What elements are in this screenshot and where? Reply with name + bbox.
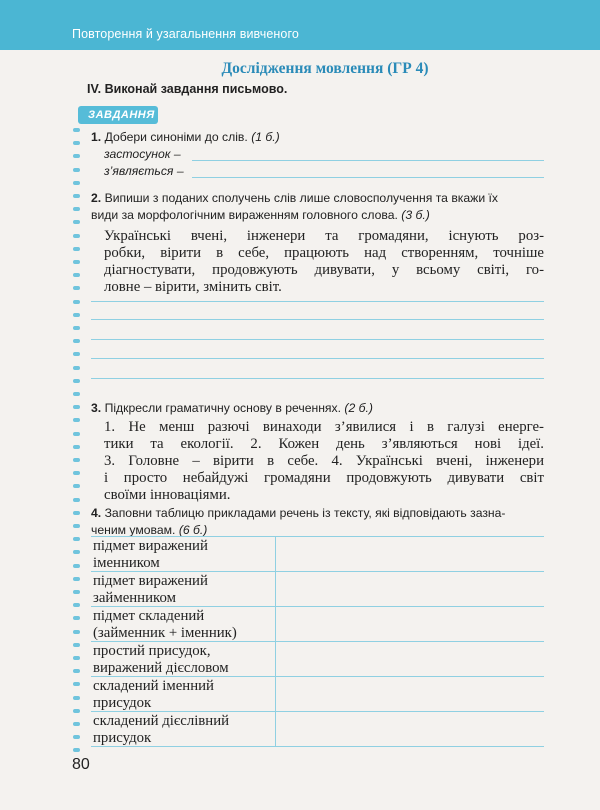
spiral-dot (73, 696, 80, 700)
spiral-dot (73, 247, 80, 251)
table-row (91, 607, 544, 642)
table-row (91, 642, 544, 677)
task2-text-line1: 2. Випиши з поданих сполучень слів лише словосполучення та вкажи їх (91, 191, 499, 205)
spiral-dot (73, 273, 80, 277)
table-row (91, 677, 544, 712)
passage-line: діагностувати, продовжують дивувати, у всьому світі, го- (104, 262, 544, 278)
chapter-header-bar (0, 0, 600, 50)
passage-line: своїми інноваціями. (104, 487, 231, 503)
task1-points: (1 б.) (251, 130, 280, 144)
task1-number: 1. (91, 130, 102, 144)
spiral-binding (73, 128, 81, 768)
spiral-dot (73, 260, 80, 264)
spiral-dot (73, 630, 80, 634)
spiral-dot (73, 498, 80, 502)
spiral-dot (73, 577, 80, 581)
spiral-dot (73, 194, 80, 198)
answer-cell[interactable] (275, 712, 544, 747)
answer-cell[interactable] (275, 677, 544, 712)
passage-line: ловне – вірити, змінить світ. (104, 279, 282, 295)
spiral-dot (73, 432, 80, 436)
chapter-title: Повторення й узагальнення вивченого (72, 27, 299, 41)
spiral-dot (73, 168, 80, 172)
answer-cell[interactable] (275, 642, 544, 677)
spiral-dot (73, 313, 80, 317)
task4-number: 4. (91, 506, 102, 520)
spiral-dot (73, 564, 80, 568)
passage-line: і просто небайдужі громадяни продовжують дивувати світ (104, 470, 544, 486)
task2-number: 2. (91, 191, 102, 205)
condition-cell: складений іменний присудок (91, 677, 275, 712)
spiral-dot (73, 339, 80, 343)
spiral-dot (73, 352, 80, 356)
spiral-dot (73, 550, 80, 554)
task1-word-1: застосунок – (104, 147, 181, 161)
answer-line[interactable] (91, 301, 544, 302)
answer-line[interactable] (91, 339, 544, 340)
task4-text-line1: 4. Заповни таблицю прикладами речень із тексту, які відповідають зазна- (91, 506, 506, 520)
passage-line: Українські вчені, інженери та громадяни, існують роз- (104, 228, 544, 244)
task2-points: (3 б.) (401, 208, 430, 222)
spiral-dot (73, 524, 80, 528)
task2-passage (104, 228, 544, 296)
spiral-dot (73, 590, 80, 594)
spiral-dot (73, 220, 80, 224)
condition-cell: складений дієслівний присудок (91, 712, 275, 747)
spiral-dot (73, 181, 80, 185)
task1-prompt (91, 129, 280, 146)
condition-cell: підмет виражений займенником (91, 572, 275, 607)
spiral-dot (73, 511, 80, 515)
spiral-dot (73, 234, 80, 238)
spiral-dot (73, 748, 80, 752)
task-badge: ЗАВДАННЯ (78, 106, 158, 124)
spiral-dot (73, 484, 80, 488)
spiral-dot (73, 154, 80, 158)
task3-text: Підкресли граматичну основу в реченнях. (104, 401, 342, 415)
section-subtitle: IV. Виконай завдання письмово. (87, 82, 288, 96)
spiral-dot (73, 207, 80, 211)
task3-points: (2 б.) (344, 401, 373, 415)
spiral-dot (73, 379, 80, 383)
task4-points: (6 б.) (178, 523, 208, 537)
answer-line[interactable] (91, 358, 544, 359)
task3-number: 3. (91, 401, 102, 415)
spiral-dot (73, 643, 80, 647)
spiral-dot (73, 471, 80, 475)
spiral-dot (73, 405, 80, 409)
spiral-dot (73, 141, 80, 145)
spiral-dot (73, 656, 80, 660)
spiral-dot (73, 669, 80, 673)
condition-cell: підмет складений (займенник + іменник) (91, 607, 275, 642)
spiral-dot (73, 445, 80, 449)
condition-cell: простий присудок, виражений дієсловом (91, 642, 275, 677)
answer-line[interactable] (91, 319, 544, 320)
conditions-table (91, 536, 544, 747)
spiral-dot (73, 603, 80, 607)
passage-line: 3. Головне – вірити в себе. 4. Українські вчені, інженери (104, 453, 544, 469)
condition-cell: підмет виражений іменником (91, 537, 275, 572)
task2-text-line2: види за морфологічним вираженням головного слова. (3 б.) (91, 208, 430, 222)
spiral-dot (73, 300, 80, 304)
task3-prompt (91, 400, 373, 417)
answer-line[interactable] (192, 177, 544, 178)
table-row (91, 572, 544, 607)
spiral-dot (73, 722, 80, 726)
spiral-dot (73, 616, 80, 620)
task2-prompt (91, 190, 551, 224)
section-title: Дослідження мовлення (ГР 4) (221, 60, 429, 77)
spiral-dot (73, 128, 80, 132)
spiral-dot (73, 286, 80, 290)
task3-passage (104, 419, 544, 504)
spiral-dot (73, 366, 80, 370)
answer-cell[interactable] (275, 537, 544, 572)
spiral-dot (73, 735, 80, 739)
spiral-dot (73, 709, 80, 713)
answer-line[interactable] (91, 378, 544, 379)
spiral-dot (73, 326, 80, 330)
spiral-dot (73, 682, 80, 686)
answer-cell[interactable] (275, 572, 544, 607)
spiral-dot (73, 537, 80, 541)
task4-prompt (91, 505, 551, 539)
spiral-dot (73, 458, 80, 462)
passage-line: робки, вірити в себе, працюють над створенням, точніше (104, 245, 544, 261)
answer-cell[interactable] (275, 607, 544, 642)
table-row (91, 712, 544, 747)
task1-text: Добери синоніми до слів. (104, 130, 248, 144)
spiral-dot (73, 418, 80, 422)
task4-text-line2: ченим умовам. (6 б.) (91, 523, 208, 537)
task1-word-2: з’являється – (104, 164, 184, 178)
passage-line: 1. Не менш разючі винаходи з’явилися і в галузі енерге- (104, 419, 544, 435)
table-row (91, 537, 544, 572)
answer-line[interactable] (192, 160, 544, 161)
passage-line: тики та екології. 2. Кожен день з’являються нові ідеї. (104, 436, 544, 452)
spiral-dot (73, 392, 80, 396)
page-number: 80 (72, 756, 90, 773)
